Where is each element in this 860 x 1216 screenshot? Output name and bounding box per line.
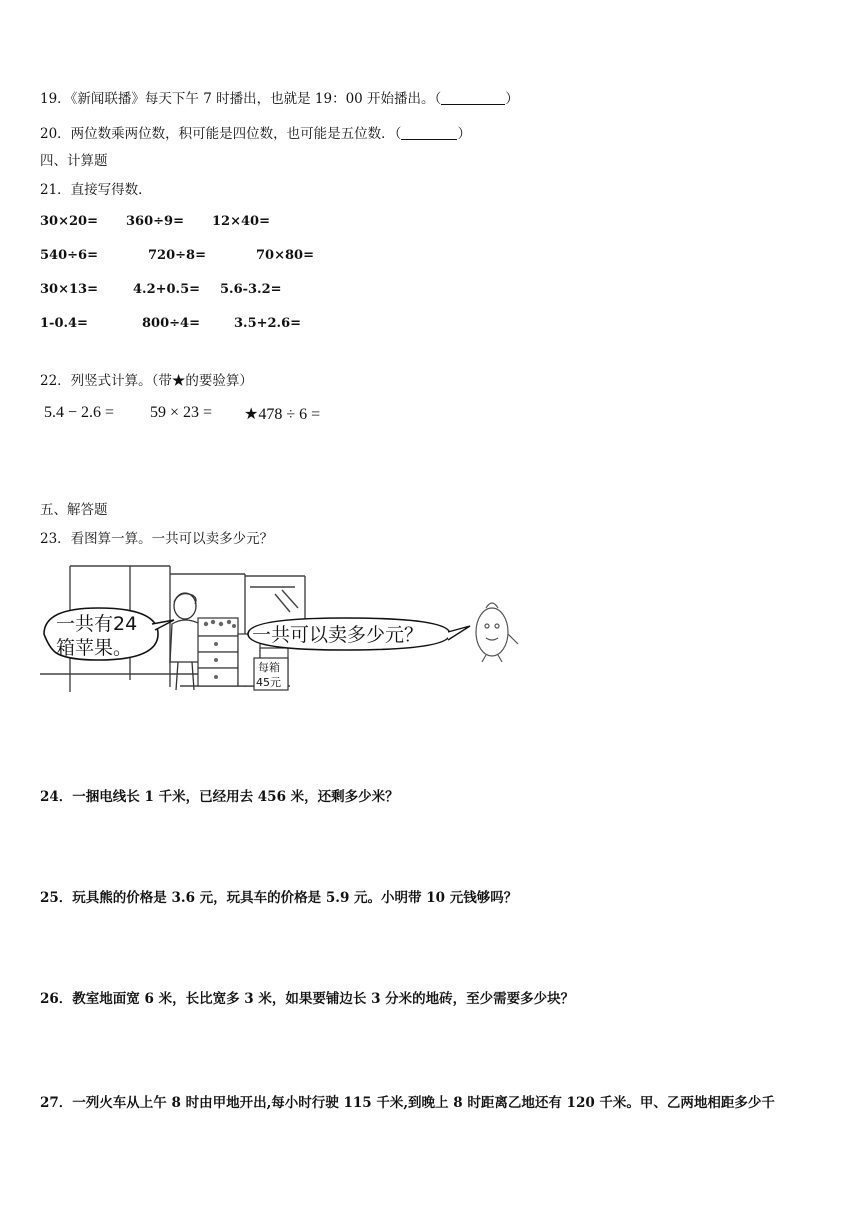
question-20-close: ）: [457, 126, 471, 142]
calc-item: 12×40=: [212, 214, 270, 229]
calc-item: 720÷8=: [148, 248, 206, 263]
vertical-calc-item: 5.4 − 2.6 =: [44, 404, 115, 421]
calc-item: 30×20=: [40, 214, 98, 229]
question-20-text: 20．两位数乘两位数，积可能是四位数，也可能是五位数．（: [40, 126, 402, 142]
question-21: 21．直接写得数．: [40, 182, 152, 198]
answer-blank-20[interactable]: [401, 125, 457, 140]
right-bubble-text: 一共可以卖多少元？: [252, 624, 424, 646]
question-19-close: ）: [505, 91, 519, 107]
illustration-drawing: [40, 562, 530, 702]
question-23: 23．看图算一算。一共可以卖多少元？: [40, 531, 274, 547]
left-bubble-line-2: 箱苹果。: [56, 637, 133, 659]
calc-item: 540÷6=: [40, 248, 98, 263]
vertical-calc-item: ★478 ÷ 6 =: [244, 406, 321, 423]
vertical-calc-item: 59 × 23 =: [150, 404, 213, 421]
price-sign-line-1: 每箱: [258, 661, 280, 674]
calc-item: 800÷4=: [142, 316, 200, 331]
question-25: 25．玩具熊的价格是 3.6 元，玩具车的价格是 5.9 元。小明带 10 元钱够吗？: [40, 890, 518, 906]
calc-item: 70×80=: [256, 248, 314, 263]
calc-item: 4.2+0.5=: [133, 282, 201, 297]
calc-item: 3.5+2.6=: [234, 316, 302, 331]
question-26: 26．教室地面宽 6 米，长比宽多 3 米，如果要铺边长 3 分米的地砖，至少需要多少块？: [40, 991, 575, 1007]
section-heading-calculation: 四、计算题: [40, 153, 108, 169]
question-19-text: 19．《新闻联播》每天下午 7 时播出，也就是 19：00 开始播出。（: [40, 91, 442, 107]
price-sign-line-2: 45元: [256, 676, 281, 689]
calc-item: 5.6-3.2=: [220, 282, 282, 297]
question-20: [40, 124, 471, 144]
question-24: 24．一捆电线长 1 千米，已经用去 456 米，还剩多少米？: [40, 789, 399, 805]
question-19: [40, 89, 519, 109]
question-27: 27．一列火车从上午 8 时由甲地开出,每小时行驶 115 千米,到晚上 8 时距离乙地还有 120 千米。甲、乙两地相距多少千: [40, 1095, 775, 1111]
calc-item: 1-0.4=: [40, 316, 88, 331]
left-bubble-line-1: 一共有24: [56, 613, 138, 635]
section-heading-word-problems: 五、解答题: [40, 502, 108, 518]
apple-sale-illustration: [40, 562, 530, 702]
calc-item: 30×13=: [40, 282, 98, 297]
calc-item: 360÷9=: [126, 214, 184, 229]
question-22: 22．列竖式计算。（带★的要验算）: [40, 373, 253, 389]
answer-blank-19[interactable]: [441, 90, 505, 105]
